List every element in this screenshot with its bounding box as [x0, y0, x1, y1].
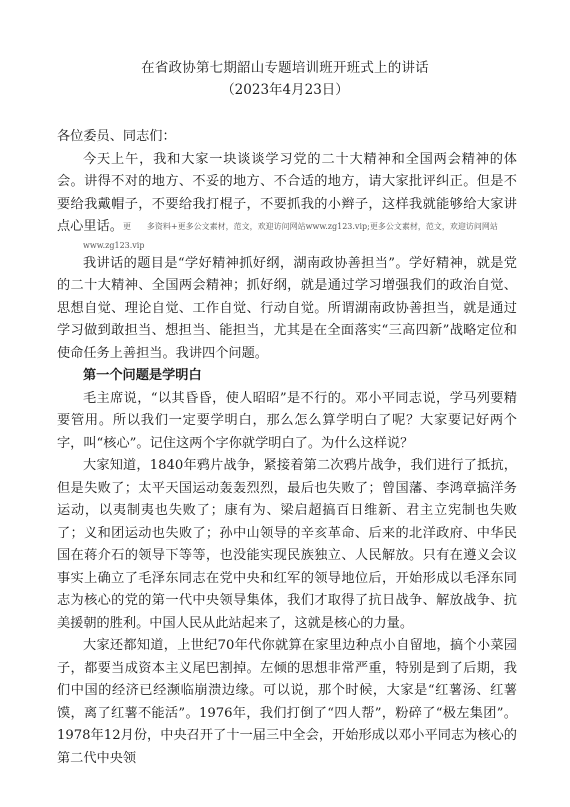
- paragraph-intro-text: 今天上午，我和大家一块谈谈学习党的二十大精神和全国两会精神的体会。讲得不对的地方、不妥的地方、不合适的地方，请大家批评纠正。但是不要给我戴帽子，不要给我打棍子，不要抓我的小辫子，这样我就能够给大家讲点心里话。: [57, 151, 517, 234]
- watermark-ad-text: 更 多资料+更多公文素材，范文，欢迎访问网站www.zg123.vip;更多公文素材，范文，欢迎访问网站: [122, 222, 498, 231]
- document-title: 在省政协第七期韶山专题培训班开班式上的讲话: [141, 60, 429, 76]
- section-heading-1: 第一个问题是学明白: [83, 368, 202, 383]
- paragraph-core: 毛主席说，“以其昏昏，使人昭昭”是不行的。邓小平同志说，学马列要精要管用。所以我们一定要学明白，那么怎么算学明白了呢？大家要记好两个字，叫“核心”。记住这两个字你就学明白了。为什么这样说？: [57, 390, 517, 451]
- document-body: [57, 126, 517, 770]
- document-date: （2023年4月23日）: [221, 82, 349, 98]
- salutation: 各位委员、同志们：: [57, 129, 176, 144]
- paragraph-history: 大家知道，1840年鸦片战争，紧接着第二次鸦片战争，我们进行了抵抗，但是失败了；太平天国运动轰轰烈烈，最后也失败了；曾国藩、李鸿章搞洋务运动，以夷制夷也失败了；康有为、梁启超搞百日维新、君主立宪制也失败了；义和团运动也失败了；孙中山领导的辛亥革命、后来的北洋政府、中华民国在蒋介石的领导下等等，也没能实现民族独立、人民解放。只有在遵义会议事实上确立了毛泽东同志在党中央和红军的领导地位后，开始形成以毛泽东同志为核心的党的第一代中央领导集体，我们才取得了抗日战争、解放战争、抗美援朝的胜利。中国人民从此站起来了，这就是核心的力量。: [57, 458, 517, 631]
- paragraph-intro: [57, 149, 517, 239]
- paragraph-topic: 我讲话的题目是“学好精神抓好纲，湖南政协善担当”。学好精神，就是党的二十大精神、全国两会精神；抓好纲，就是通过学习增强我们的政治自觉、思想自觉、理论自觉、工作自觉、行动自觉。所谓湖南政协善担当，就是通过学习做到敢担当、想担当、能担当，尤其是在全面落实“三高四新”战略定位和使命任务上善担当。我讲四个问题。: [57, 255, 517, 361]
- watermark-ad-url: www.zg123.vip: [83, 240, 145, 250]
- paragraph-reform: 大家还都知道，上世纪70年代你就算在家里边种点小自留地，搞个小菜园子，都要当成资本主义尾巴割掉。左倾的思想非常严重，特别是到了后期，我们中国的经济已经濒临崩溃边缘。可以说，那个时候，大家是“红薯汤、红薯馍，离了红薯不能活”。1976年，我们打倒了“四人帮”，粉碎了“极左集团”。1978年12月份，中央召开了十一届三中全会，开始形成以邓小平同志为核心的第二代中央领: [57, 638, 517, 766]
